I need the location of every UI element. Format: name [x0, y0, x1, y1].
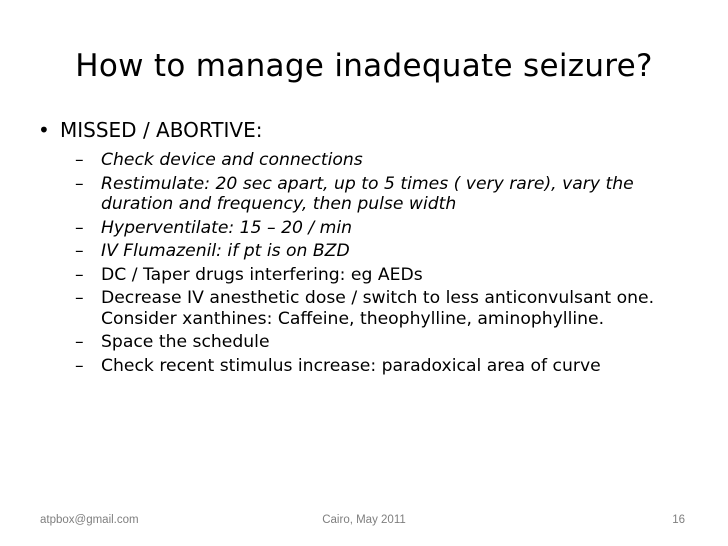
dash-icon: – — [75, 264, 84, 285]
sub-bullet-item — [75, 150, 708, 171]
sub-bullet-item — [75, 174, 708, 215]
sub-bullet-text: DC / Taper drugs interfering: eg AEDs — [101, 264, 423, 285]
sub-bullet-text: Restimulate: 20 sec apart, up to 5 times ( very rare), vary the duration and frequency, then pulse width — [101, 173, 634, 214]
sub-bullet-text: Check recent stimulus increase: paradoxical area of curve — [101, 355, 601, 376]
bullet-heading — [38, 117, 708, 143]
sub-bullet-item — [75, 288, 708, 329]
sub-bullet-item — [75, 356, 708, 377]
sub-bullet-text: Check device and connections — [101, 150, 363, 170]
footer-page-number: 16 — [672, 514, 685, 526]
sub-bullet-text: Hyperventilate: 15 – 20 / min — [101, 217, 353, 238]
sub-bullet-text: Space the schedule — [101, 332, 270, 352]
dash-icon: – — [75, 288, 84, 308]
dash-icon: – — [75, 332, 84, 352]
footer-email: atpbox@gmail.com — [40, 514, 139, 526]
bullet-heading-text: MISSED / ABORTIVE: — [60, 118, 263, 142]
dash-icon: – — [75, 241, 84, 261]
sub-bullet-item — [75, 241, 708, 262]
slide-content — [38, 117, 708, 379]
sub-bullet-item — [75, 218, 708, 239]
footer-location-date: Cairo, May 2011 — [322, 514, 406, 526]
slide-title: How to manage inadequate seizure? — [75, 48, 653, 84]
dash-icon: – — [75, 217, 84, 238]
dash-icon: – — [75, 355, 84, 376]
bullet-icon: • — [38, 118, 50, 142]
sub-bullet-text: IV Flumazenil: if pt is on BZD — [101, 241, 350, 261]
sub-bullet-item — [75, 265, 708, 286]
sub-bullet-text: Decrease IV anesthetic dose / switch to less anticonvulsant one. Consider xanthines: Caffeine, theophylline, aminophylline. — [101, 288, 655, 329]
sub-bullet-item — [75, 332, 708, 353]
dash-icon: – — [75, 150, 84, 170]
dash-icon: – — [75, 173, 84, 194]
sub-bullet-list — [75, 150, 708, 376]
